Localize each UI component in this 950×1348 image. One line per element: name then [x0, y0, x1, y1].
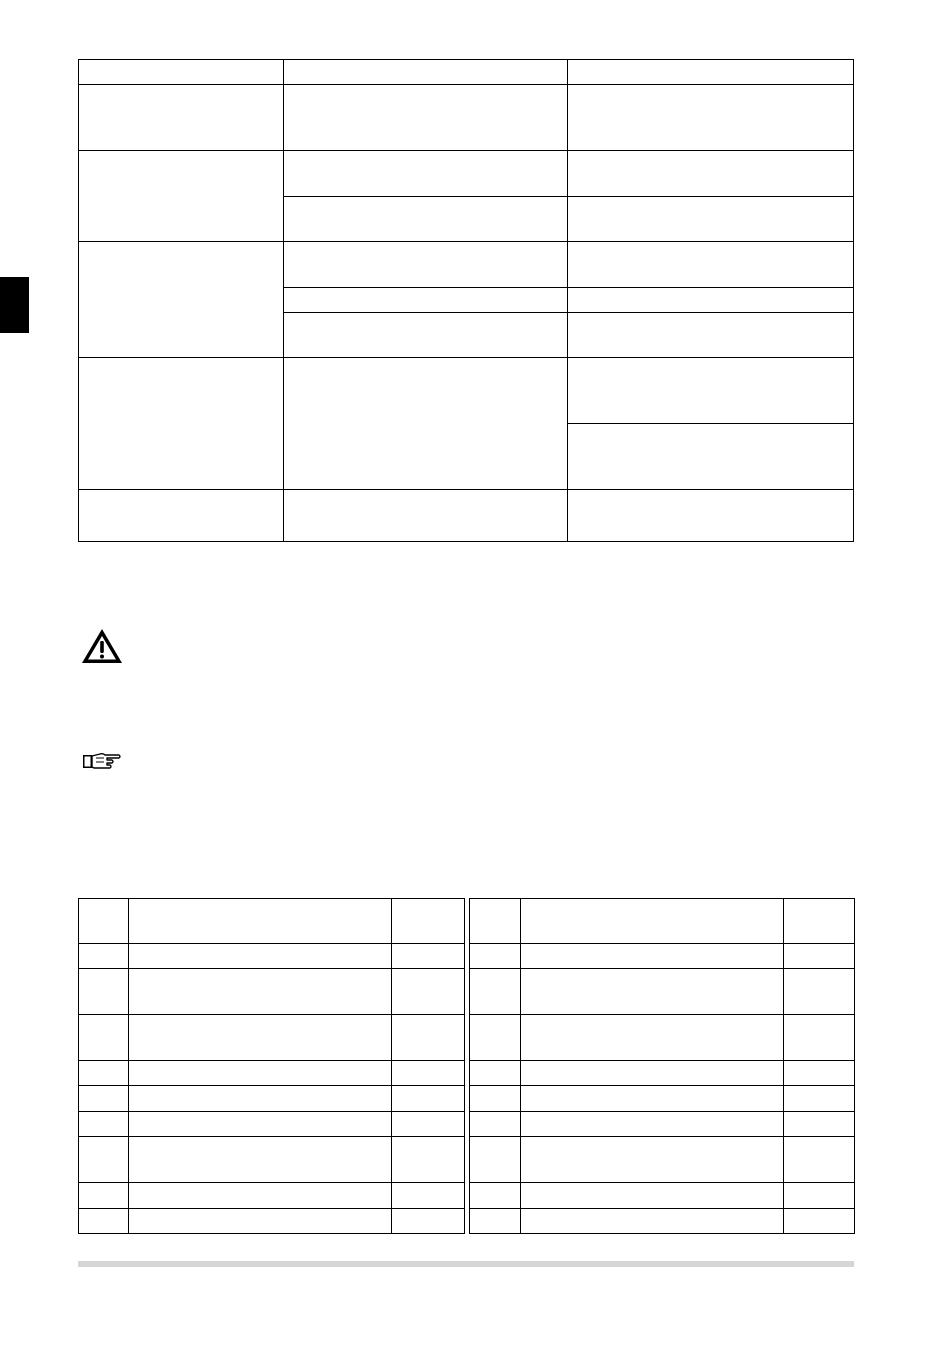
row-divider [79, 150, 853, 151]
row-divider [470, 943, 854, 944]
row-divider [79, 84, 853, 85]
row-divider [79, 1208, 464, 1209]
row-divider [470, 1014, 854, 1015]
troubleshooting-table [78, 59, 854, 542]
chapter-tab-marker [0, 277, 29, 333]
row-divider [79, 968, 464, 969]
row-divider [79, 1111, 464, 1112]
row-divider [79, 241, 853, 242]
row-divider [79, 1085, 464, 1086]
sub-row-divider [283, 196, 853, 197]
footer-rule [78, 1261, 854, 1267]
row-divider [470, 1085, 854, 1086]
row-divider [470, 1208, 854, 1209]
row-divider [79, 489, 853, 490]
parts-table-left [78, 898, 465, 1234]
column-divider [283, 60, 284, 541]
row-divider [79, 943, 464, 944]
row-divider [79, 1136, 464, 1137]
sub-row-divider [283, 312, 853, 313]
column-divider [567, 60, 568, 541]
row-divider [470, 1182, 854, 1183]
sub-row-divider [567, 423, 853, 424]
row-divider [470, 1136, 854, 1137]
row-divider [79, 1182, 464, 1183]
row-divider [470, 1060, 854, 1061]
row-divider [79, 357, 853, 358]
row-divider [470, 968, 854, 969]
row-divider [79, 1060, 464, 1061]
sub-row-divider [283, 287, 853, 288]
warning-triangle-icon [80, 627, 124, 665]
row-divider [470, 1111, 854, 1112]
pointing-hand-icon [82, 750, 122, 772]
row-divider [79, 1014, 464, 1015]
parts-table-right [469, 898, 855, 1234]
